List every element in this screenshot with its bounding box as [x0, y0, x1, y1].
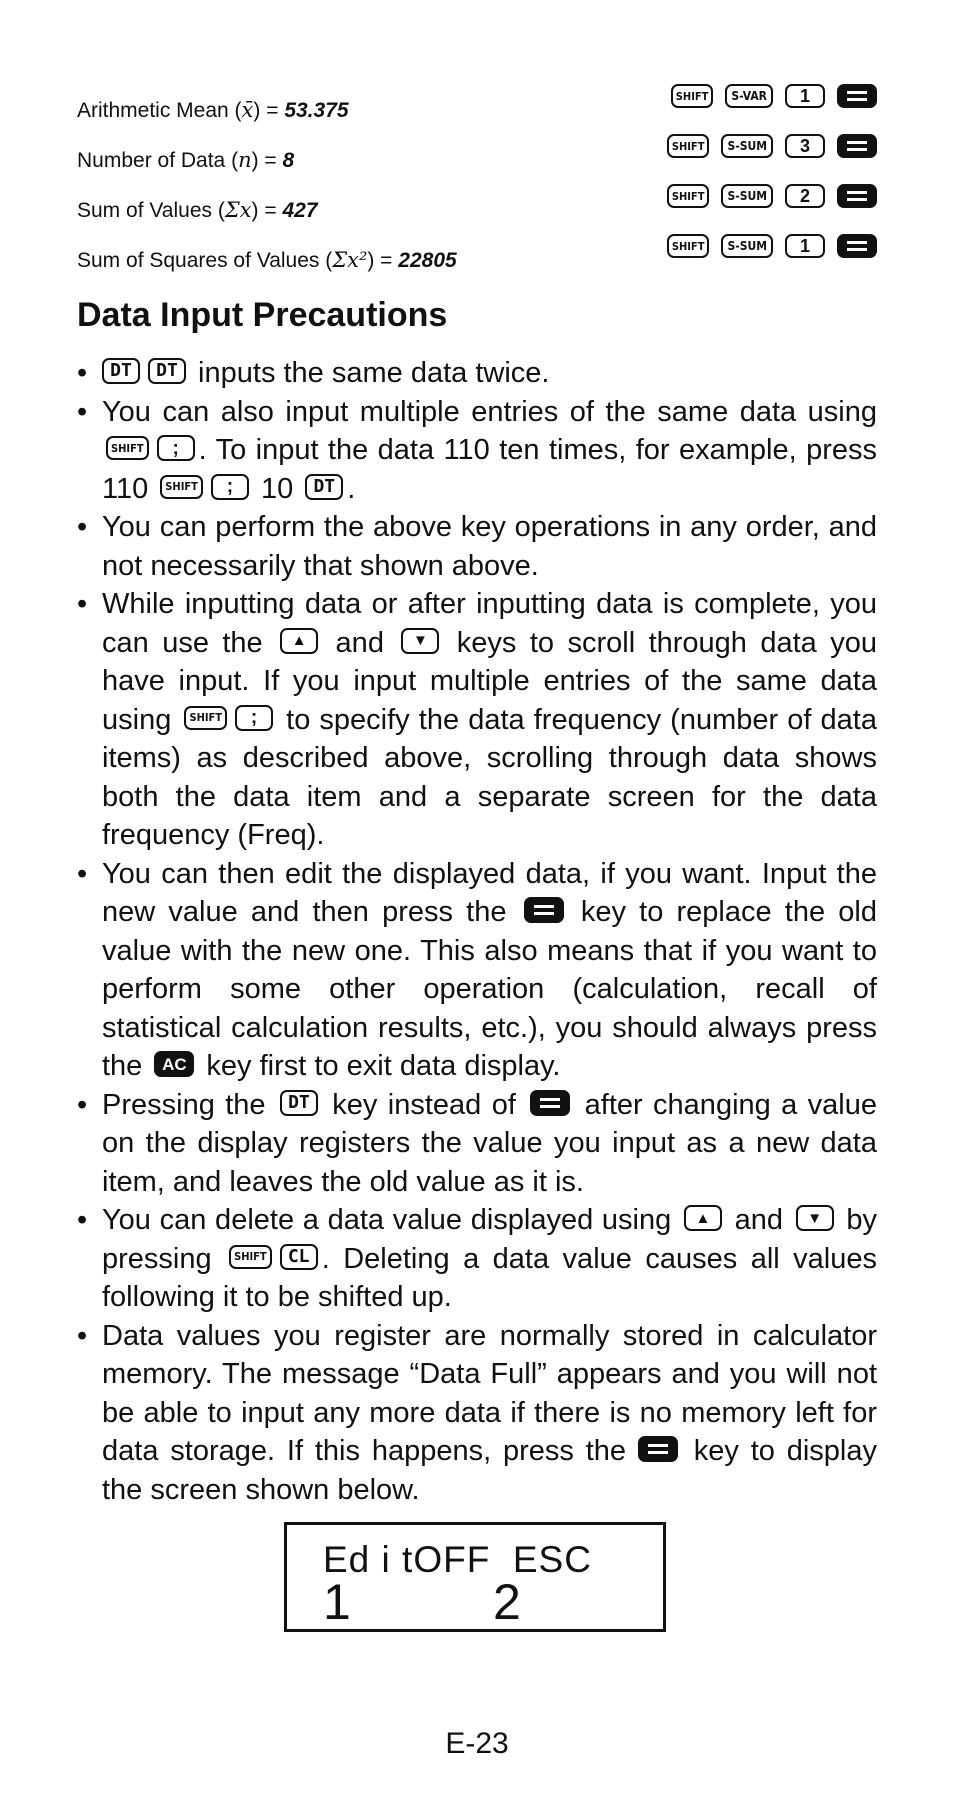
bullet-text: While inputting data or after inputting data is complete, you can use the: [102, 588, 877, 659]
result-row-sum: [77, 184, 877, 224]
display-menu-line: Ed i tOFF ESC: [323, 1539, 592, 1580]
page-number: E-23: [445, 1727, 509, 1760]
bullet-item: [77, 354, 877, 393]
label-text: Sum of Squares of Values (: [77, 249, 333, 272]
dt-key: DT: [102, 358, 140, 384]
result-label: [77, 98, 349, 123]
display-option-1: 1: [323, 1574, 351, 1630]
dt-key: DT: [280, 1090, 318, 1116]
bullet-text: to specify the data frequency (number of data items) as described above, scrolling through data shows both the data item and a separate screen for the data frequency (Freq).: [102, 703, 877, 851]
s-sum-key: S-SUM: [721, 184, 773, 208]
equals-key: [837, 84, 877, 108]
result-label: [77, 248, 457, 273]
result-value: 8: [282, 149, 295, 172]
cl-key: CL: [280, 1244, 318, 1270]
semicolon-key: ;: [157, 435, 195, 461]
down-arrow-key: ▼: [401, 628, 439, 654]
ac-key: AC: [154, 1051, 194, 1077]
result-label: [77, 148, 294, 173]
shift-key: SHIFT: [106, 436, 149, 460]
equals-icon: [648, 1444, 668, 1454]
result-value: 427: [282, 199, 318, 222]
bullet-item: [77, 393, 877, 509]
bullet-item: [77, 1086, 877, 1202]
equals-key: [837, 184, 877, 208]
key-sequence: [671, 84, 877, 108]
bullet-text: key first to exit data display.: [198, 1050, 561, 1082]
section-title: Data Input Precautions: [77, 296, 448, 334]
label-text: Arithmetic Mean (: [77, 99, 242, 122]
s-sum-key: S-SUM: [721, 134, 773, 158]
equals-icon: [540, 1098, 560, 1108]
label-text: Number of Data (: [77, 149, 239, 172]
display-option-2: 2: [493, 1574, 521, 1630]
math-symbol: Σx: [224, 198, 252, 222]
shift-key: SHIFT: [667, 184, 710, 208]
bullet-text: . Deleting a data value causes all values following it to be shifted up.: [102, 1242, 878, 1313]
s-var-key: S-VAR: [725, 84, 773, 108]
equals-key: [530, 1090, 570, 1116]
bullet-item: [77, 1201, 877, 1317]
result-value: 53.375: [284, 99, 349, 122]
down-arrow-key: ▼: [796, 1205, 834, 1231]
math-symbol: x̄: [241, 98, 254, 122]
result-value: 22805: [398, 249, 457, 272]
digit-3-key: 3: [785, 134, 825, 158]
equals-icon: [847, 191, 867, 201]
calculator-display: [284, 1522, 666, 1632]
precautions-list: [77, 354, 877, 1509]
math-symbol: Σx²: [332, 248, 368, 272]
bullet-text: and: [322, 626, 398, 659]
s-sum-key: S-SUM: [721, 234, 773, 258]
dt-key: DT: [305, 474, 343, 500]
bullet-text: after changing a value on the display registers the value you input as a new data item, and leaves the old value as it is.: [102, 1088, 877, 1198]
bullet-text: key to display the screen shown below.: [102, 1435, 877, 1506]
equals-icon: [847, 241, 867, 251]
result-row-sum-squares: [77, 234, 877, 274]
key-sequence: [667, 134, 877, 158]
shift-key: SHIFT: [667, 234, 710, 258]
label-text: ) =: [251, 149, 283, 172]
equals-key: [638, 1436, 678, 1462]
bullet-text: 10: [252, 472, 302, 505]
equals-key: [524, 897, 564, 923]
key-sequence: [667, 234, 877, 258]
equals-key: [837, 134, 877, 158]
up-arrow-key: ▲: [280, 628, 318, 654]
shift-key: SHIFT: [184, 706, 227, 730]
bullet-text: and: [725, 1204, 792, 1236]
bullet-text: inputs the same data twice.: [190, 357, 550, 389]
equals-icon: [847, 91, 867, 101]
bullet-item: [77, 855, 877, 1086]
result-row-count: [77, 134, 877, 174]
shift-key: SHIFT: [229, 1245, 272, 1269]
bullet-item: [77, 1317, 877, 1510]
semicolon-key: ;: [211, 474, 249, 500]
shift-key: SHIFT: [671, 84, 714, 108]
equals-icon: [847, 141, 867, 151]
result-label: [77, 198, 318, 223]
bullet-text: key to replace the old value with the new one. This also means that if you want to perform some other operation (calculation, recall of statistical calculation results, etc.), you should always press the: [102, 896, 877, 1082]
digit-1-key: 1: [785, 84, 825, 108]
bullet-item: [77, 508, 877, 585]
label-text: ) =: [251, 199, 283, 222]
bullet-text: . To input the data 110 ten times, for example, press 110: [102, 434, 877, 505]
shift-key: SHIFT: [160, 475, 203, 499]
equals-icon: [534, 905, 554, 915]
bullet-text: You can delete a data value displayed using: [102, 1204, 680, 1236]
bullet-text: by pressing: [102, 1204, 878, 1275]
digit-1-key: 1: [785, 234, 825, 258]
bullet-text: Data values you register are normally stored in calculator memory. The message “Data Full” appears and you will not be able to input any more data if there is no memory left for data storage. If this happens, press the: [102, 1319, 877, 1467]
semicolon-key: ;: [235, 705, 273, 731]
bullet-text: keys to scroll through data you have input. If you input multiple entries of the same data using: [102, 626, 878, 736]
key-sequence: [667, 184, 877, 208]
dt-key: DT: [148, 358, 186, 384]
bullet-text: Pressing the: [102, 1088, 276, 1121]
label-text: ) =: [253, 99, 285, 122]
result-row-mean: [77, 84, 877, 124]
digit-2-key: 2: [785, 184, 825, 208]
bullet-item: [77, 585, 877, 855]
label-text: Sum of Values (: [77, 199, 225, 222]
bullet-text: You can perform the above key operations in any order, and not necessarily that shown above.: [102, 511, 877, 582]
shift-key: SHIFT: [667, 134, 710, 158]
bullet-text: You can also input multiple entries of the same data using: [102, 395, 877, 428]
equals-key: [837, 234, 877, 258]
label-text: ) =: [367, 249, 399, 272]
up-arrow-key: ▲: [684, 1205, 722, 1231]
math-symbol: n: [238, 148, 252, 172]
bullet-text: .: [347, 472, 356, 505]
bullet-text: You can then edit the displayed data, if you want. Input the new value and then press the: [102, 857, 877, 928]
bullet-text: key instead of: [321, 1088, 527, 1121]
